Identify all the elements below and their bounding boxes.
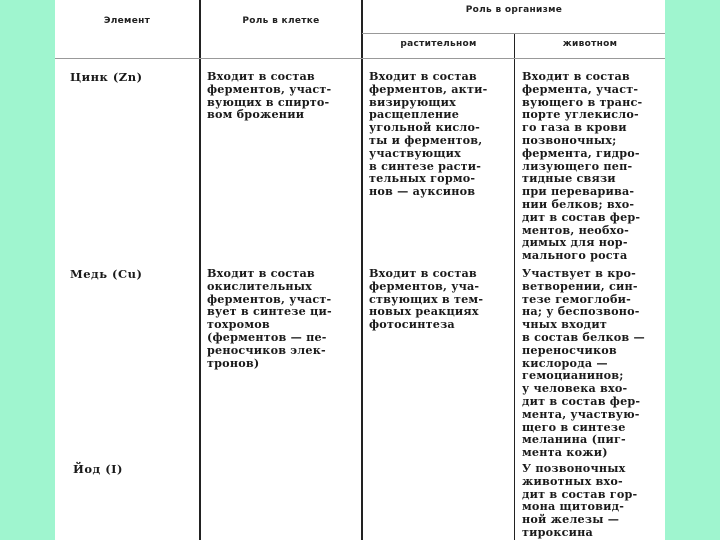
document-page xyxy=(55,0,665,540)
header-animal: животном xyxy=(562,39,618,49)
column-divider xyxy=(514,33,515,540)
header-subdivider xyxy=(362,33,665,34)
element-name: Цинк (Zn) xyxy=(70,70,143,84)
element-name: Йод (I) xyxy=(73,462,123,476)
element-name: Медь (Cu) xyxy=(70,267,143,281)
plant-role-text: Входит в состав ферментов, акти- визирующих расщепление угольной кисло- ты и ферментов, участвующих в синтезе расти- тельных гормо- нов — ауксинов xyxy=(369,69,488,199)
plant-role-text: Входит в состав ферментов, уча- ствующих в тем- новых реакциях фотосинтеза xyxy=(369,266,484,332)
animal-role-text: Участвует в кро- ветворении, син- тезе гемоглоби- на; у беспозвоно- чных входит в состав белков — переносчиков кислорода — гемоцианинов; у человека вхо- дит в состав фер- мента, участвую- щего в синтезе меланина (пиг- мента кожи) xyxy=(522,266,645,460)
header-plant: растительном xyxy=(400,39,477,49)
animal-role-text: Входит в состав фермента, участ- вующего в транс- порте углекисло- го газа в крови позвоночных; фермента, гидро- лизующего пеп- тидные связи при переварива- нии белков; вхо- дит в состав фер- ментов, необхо- димых для нор- мального роста xyxy=(522,69,643,263)
cell-role-text: Входит в состав ферментов, участ- вующих в спирто- вом брожении xyxy=(207,69,332,122)
header-bottom-line xyxy=(55,58,665,59)
column-divider xyxy=(361,0,363,540)
header-organism-role: Роль в организме xyxy=(465,5,563,15)
header-element: Элемент xyxy=(103,16,151,26)
column-divider xyxy=(199,0,201,540)
animal-role-text: У позвоночных животных вхо- дит в состав гор- мона щитовид- ной железы — тироксина xyxy=(522,461,638,539)
cell-role-text: Входит в состав окислительных ферментов, участ- вует в синтезе ци- тохромов (ферментов — пе- реносчиков элек- тронов) xyxy=(207,266,332,370)
header-cell-role: Роль в клетке xyxy=(242,16,320,26)
